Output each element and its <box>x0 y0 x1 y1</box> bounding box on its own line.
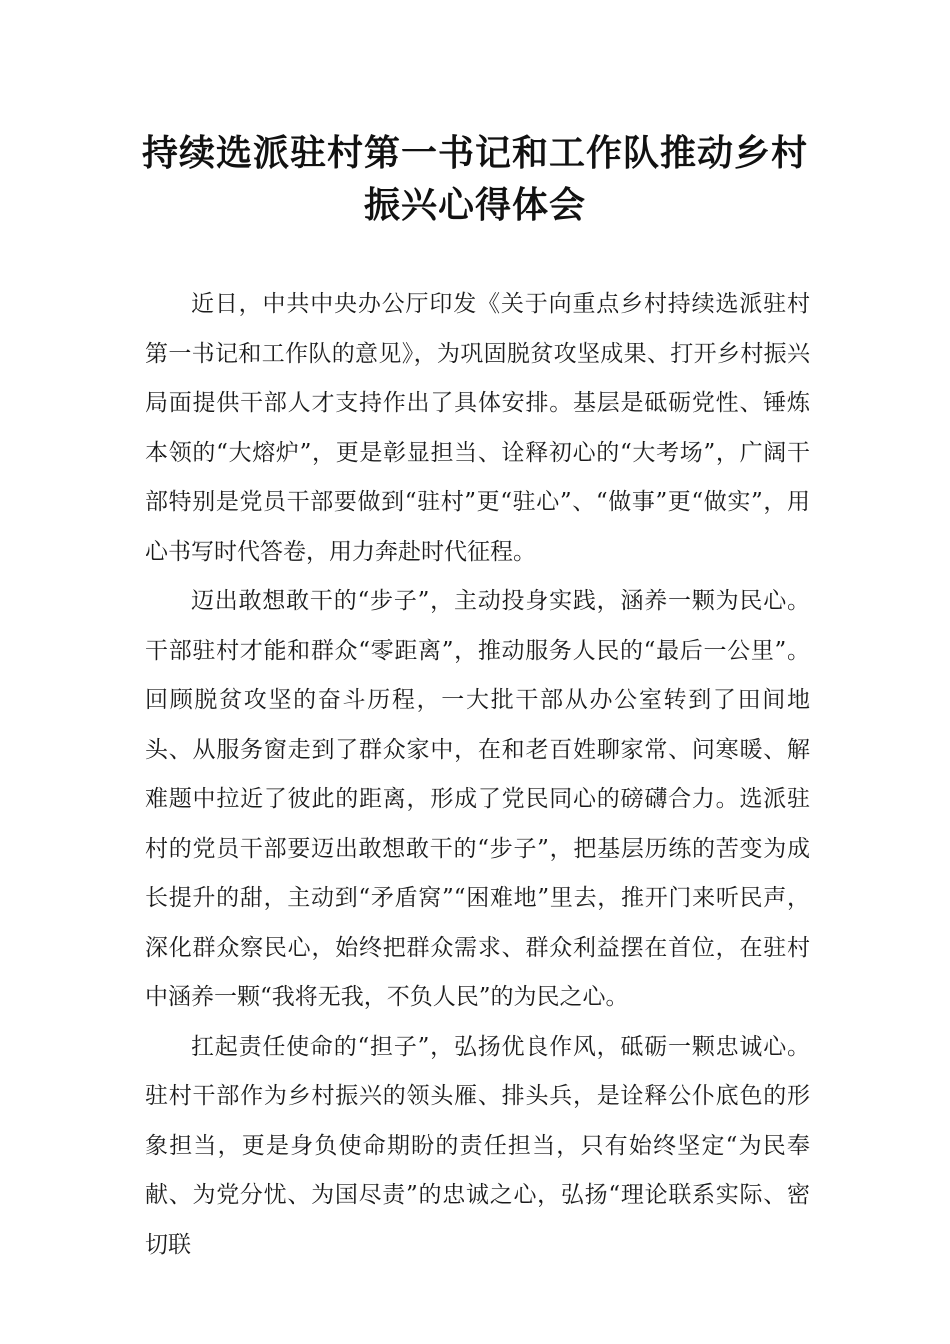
document-title: 持续选派驻村第一书记和工作队推动乡村振兴心得体会 <box>141 133 808 226</box>
paragraph-3: 扛起责任使命的“担子”，弘扬优良作风，砥砺一颗忠诚心。驻村干部作为乡村振兴的领头雁、排头兵，是诠释公仆底色的形象担当，更是身负使命期盼的责任担当，只有始终坚定“为民奉献、为党分忧、为国尽责”的忠诚之心，弘扬“理论联系实际、密切联 <box>145 1033 810 1258</box>
paragraph-2: 迈出敢想敢干的“步子”，主动投身实践，涵养一颗为民心。干部驻村才能和群众“零距离”，推动服务人民的“最后一公里”。回顾脱贫攻坚的奋斗历程，一大批干部从办公室转到了田间地头、从服务窗走到了群众家中，在和老百姓聊家常、问寒暖、解难题中拉近了彼此的距离，形成了党民同心的磅礴合力。选派驻村的党员干部要迈出敢想敢干的“步子”，把基层历练的苦变为成长提升的甜，主动到“矛盾窝”“困难地”里去，推开门来听民声，深化群众察民心，始终把群众需求、群众利益摆在首位，在驻村中涵养一颗“我将无我，不负人民”的为民之心。 <box>145 588 810 1010</box>
paragraph-1: 近日，中共中央办公厅印发《关于向重点乡村持续选派驻村第一书记和工作队的意见》，为巩固脱贫攻坚成果、打开乡村振兴局面提供干部人才支持作出了具体安排。基层是砥砺党性、锤炼本领的“大熔炉”，更是彰显担当、诠释初心的“大考场”，广阔干部特别是党员干部要做到“驻村”更“驻心”、“做事”更“做实”，用心书写时代答卷，用力奔赴时代征程。 <box>145 291 810 565</box>
document-body <box>145 280 810 1270</box>
